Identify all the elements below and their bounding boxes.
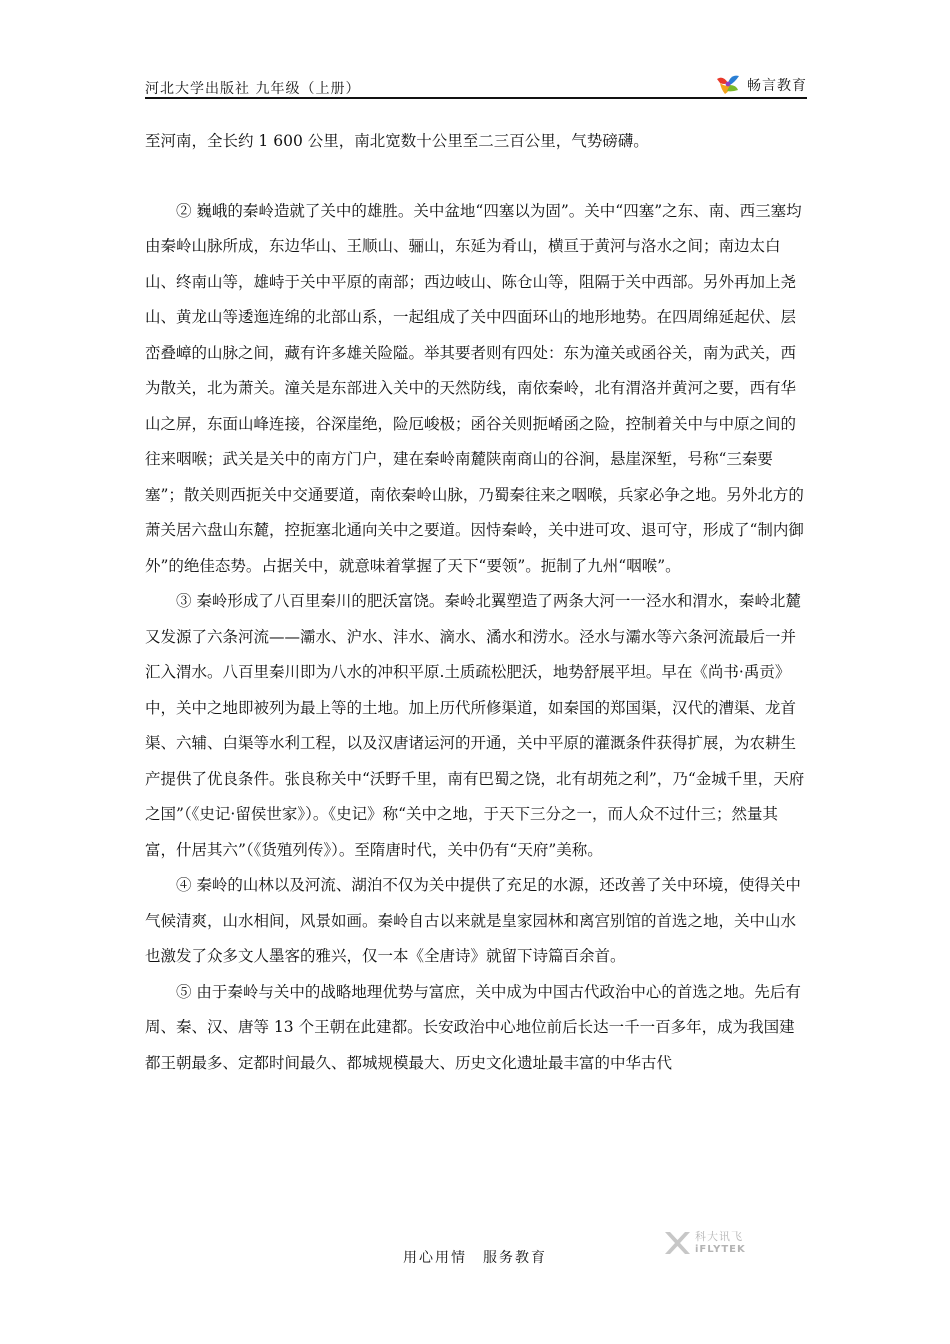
footer-logo-en: iFLYTEK bbox=[695, 1244, 746, 1255]
paragraph-4: ④ 秦岭的山林以及河流、湖泊不仅为关中提供了充足的水源，还改善了关中环境，使得关中气候清爽，山水相间，风景如画。秦岭自古以来就是皇家园林和离宫别馆的首选之地，关中山水也激发了众多文人墨客的雅兴，仅一本《全唐诗》就留下诗篇百余首。 bbox=[145, 876, 801, 965]
paragraph-2: ② 巍峨的秦岭造就了关中的雄胜。关中盆地“四塞以为固”。关中“四塞”之东、南、西三塞均由秦岭山脉所成，东边华山、王顺山、骊山，东延为肴山，横亘于黄河与洛水之间；南边太白山、终南山等，雄峙于关中平原的南部；西边岐山、陈仓山等，阻隔于关中西部。另外再加上尧山、黄龙山等逶迤连绵的北部山系，一起组成了关中四面环山的地形地势。在四周绵延起伏、层峦叠嶂的山脉之间，藏有许多雄关险隘。举其要者则有四处：东为潼关或函谷关，南为武关，西为散关，北为萧关。潼关是东部进入关中的天然防线，南依秦岭，北有渭洛并黄河之要，西有华山之屏，东面山峰连接，谷深崖绝，险厄峻极；函谷关则扼崤函之险，控制着关中与中原之间的往来咽喉；武关是关中的南方门户，建在秦岭南麓陕南商山的谷涧，悬崖深堑，号称“三秦要塞”；散关则西扼关中交通要道，南依秦岭山脉，乃蜀秦往来之咽喉，兵家必争之地。另外北方的萧关居六盘山东麓，控扼塞北通向关中之要道。因恃秦岭，关中进可攻、退可守，形成了“制内御外”的绝佳态势。占据关中，就意味着掌握了天下“要领”。扼制了九州“咽喉”。 bbox=[145, 201, 804, 575]
footer-slogan: 用心用情 服务教育 bbox=[403, 1250, 547, 1266]
article-body bbox=[145, 124, 807, 1081]
bird-logo-icon bbox=[715, 73, 741, 97]
iflytek-logo-icon bbox=[663, 1230, 691, 1256]
footer-logo bbox=[663, 1230, 746, 1256]
header-divider bbox=[145, 97, 807, 99]
paragraph-3: ③ 秦岭形成了八百里秦川的肥沃富饶。秦岭北翼塑造了两条大河一一泾水和渭水，秦岭北麓又发源了六条河流——灞水、沪水、沣水、滴水、潏水和涝水。泾水与灞水等六条河流最后一并汇入渭水。八百里秦川即为八水的冲积平原.土质疏松肥沃，地势舒展平坦。早在《尚书·禹贡》中，关中之地即被列为最上等的土地。加上历代所修渠道，如秦国的郑国渠，汉代的漕渠、龙首渠、六辅、白渠等水利工程，以及汉唐诸运河的开通，关中平原的灌溉条件获得扩展，为农耕生产提供了优良条件。张良称关中“沃野千里，南有巴蜀之饶，北有胡苑之利”，乃“金城千里，天府之国”（《史记·留侯世家》）。《史记》称“关中之地，于天下三分之一，而人众不过什三；然量其富，什居其六”（《货殖列传》）。至隋唐时代，关中仍有“天府”美称。 bbox=[145, 592, 805, 859]
brand bbox=[715, 72, 807, 98]
publisher-title: 河北大学出版社 九年级（上册） bbox=[145, 81, 361, 97]
paragraph-continued: 至河南，全长约 1 600 公里，南北宽数十公里至二三百公里，气势磅礴。 bbox=[145, 132, 649, 150]
paragraph-5: ⑤ 由于秦岭与关中的战略地理优势与富庶，关中成为中国古代政治中心的首选之地。先后有周、秦、汉、唐等 13 个王朝在此建都。长安政治中心地位前后长达一千一百多年，成为我国建都王朝最多、定都时间最久、都城规模最大、历史文化遗址最丰富的中华古代 bbox=[145, 982, 801, 1072]
footer-logo-cn: 科大讯飞 bbox=[695, 1230, 743, 1243]
page-header bbox=[145, 72, 807, 98]
brand-name: 畅言教育 bbox=[747, 78, 807, 94]
